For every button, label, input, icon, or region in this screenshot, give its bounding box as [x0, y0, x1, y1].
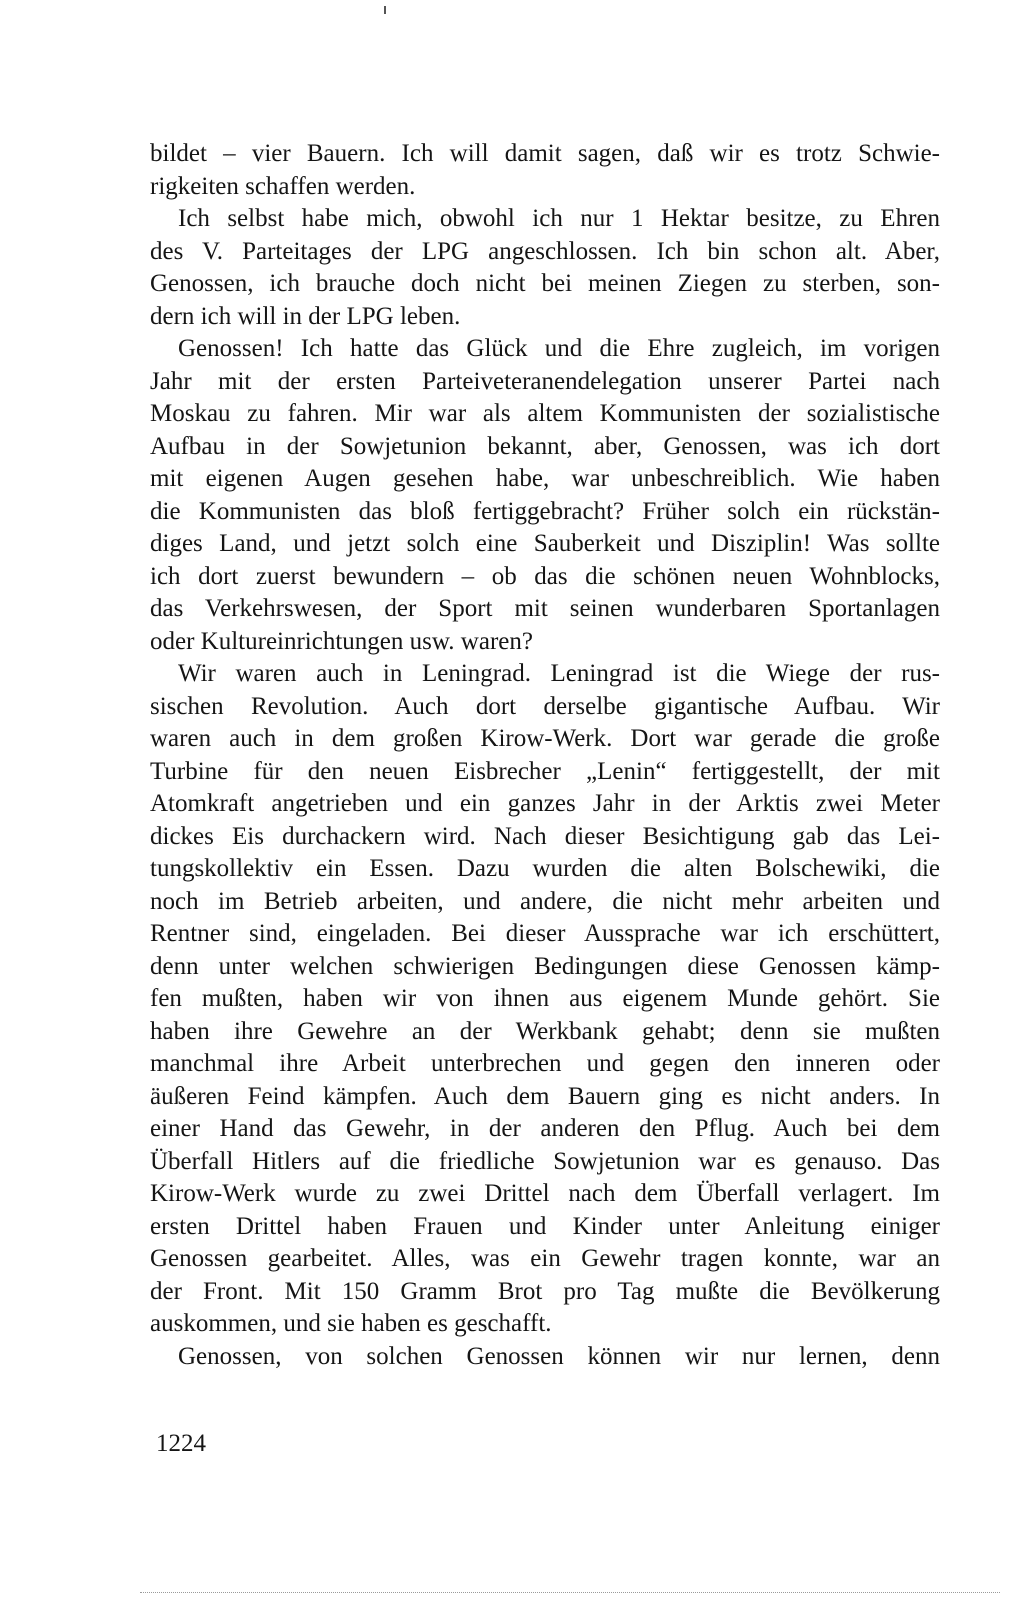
text-line: einer Hand das Gewehr, in der anderen den Pflug. Auch bei dem	[150, 1115, 940, 1142]
text-line: äußeren Feind kämpfen. Auch dem Bauern ging es nicht anders. In	[150, 1082, 940, 1110]
text-line: tungskollektiv ein Essen. Dazu wurden die alten Bolschewiki, die	[150, 855, 940, 882]
text-line: Wir waren auch in Leningrad. Leningrad ist die Wiege der rus-	[178, 660, 940, 687]
page-bottom-edge	[140, 1592, 1000, 1593]
text-line: denn unter welchen schwierigen Bedingungen diese Genossen kämp-	[150, 952, 940, 980]
text-line: fen mußten, haben wir von ihnen aus eigenem Munde gehört. Sie	[150, 985, 940, 1012]
text-line: Kirow-Werk wurde zu zwei Drittel nach dem Überfall verlagert. Im	[150, 1180, 940, 1207]
text-line: bildet – vier Bauern. Ich will damit sagen, daß wir es trotz Schwie-	[150, 140, 940, 167]
text-line: des V. Parteitages der LPG angeschlossen. Ich bin schon alt. Aber,	[150, 237, 940, 265]
text-line: noch im Betrieb arbeiten, und andere, die nicht mehr arbeiten und	[150, 887, 940, 915]
text-line: ersten Drittel haben Frauen und Kinder unter Anleitung einiger	[150, 1212, 940, 1240]
text-line: ich dort zuerst bewundern – ob das die schönen neuen Wohnblocks,	[150, 562, 940, 590]
text-line: haben ihre Gewehre an der Werkbank gehabt; denn sie mußten	[150, 1017, 940, 1045]
text-line: sischen Revolution. Auch dort derselbe gigantische Aufbau. Wir	[150, 692, 940, 720]
text-line: Genossen, von solchen Genossen können wir nur lernen, denn	[178, 1342, 940, 1370]
text-line: die Kommunisten das bloß fertiggebracht? Früher solch ein rückstän-	[150, 497, 940, 525]
text-line: Genossen! Ich hatte das Glück und die Ehre zugleich, im vorigen	[178, 335, 940, 362]
text-line: Überfall Hitlers auf die friedliche Sowjetunion war es genauso. Das	[150, 1147, 940, 1175]
text-line: Genossen, ich brauche doch nicht bei meinen Ziegen zu sterben, son-	[150, 270, 940, 297]
text-line: mit eigenen Augen gesehen habe, war unbeschreiblich. Wie haben	[150, 465, 940, 492]
text-line: oder Kultureinrichtungen usw. waren?	[150, 627, 533, 655]
text-line: rigkeiten schaffen werden.	[150, 172, 416, 200]
text-line: Atomkraft angetrieben und ein ganzes Jahr in der Arktis zwei Meter	[150, 790, 940, 817]
text-line: manchmal ihre Arbeit unterbrechen und gegen den inneren oder	[150, 1050, 940, 1077]
text-line: Ich selbst habe mich, obwohl ich nur 1 Hektar besitze, zu Ehren	[178, 205, 940, 232]
text-line: waren auch in dem großen Kirow-Werk. Dort war gerade die große	[150, 725, 940, 752]
text-line: Moskau zu fahren. Mir war als altem Kommunisten der sozialistische	[150, 400, 940, 427]
text-line: Genossen gearbeitet. Alles, was ein Gewehr tragen konnte, war an	[150, 1245, 940, 1272]
text-line: Jahr mit der ersten Parteiveteranendelegation unserer Partei nach	[150, 367, 940, 395]
text-line: der Front. Mit 150 Gramm Brot pro Tag mußte die Bevölkerung	[150, 1277, 940, 1305]
body-text	[150, 138, 940, 1373]
text-line: auskommen, und sie haben es geschafft.	[150, 1310, 552, 1337]
text-line: Aufbau in der Sowjetunion bekannt, aber, Genossen, was ich dort	[150, 432, 940, 460]
text-line: das Verkehrswesen, der Sport mit seinen wunderbaren Sportanlagen	[150, 595, 940, 622]
page-number: 1224	[156, 1430, 206, 1457]
text-line: Rentner sind, eingeladen. Bei dieser Aussprache war ich erschüttert,	[150, 920, 940, 947]
text-line: dickes Eis durchackern wird. Nach dieser Besichtigung gab das Lei-	[150, 822, 940, 850]
text-line: Turbine für den neuen Eisbrecher „Lenin“ fertiggestellt, der mit	[150, 757, 940, 785]
text-line: diges Land, und jetzt solch eine Sauberkeit und Disziplin! Was sollte	[150, 530, 940, 557]
scan-speck	[384, 6, 386, 14]
text-line: dern ich will in der LPG leben.	[150, 302, 461, 330]
